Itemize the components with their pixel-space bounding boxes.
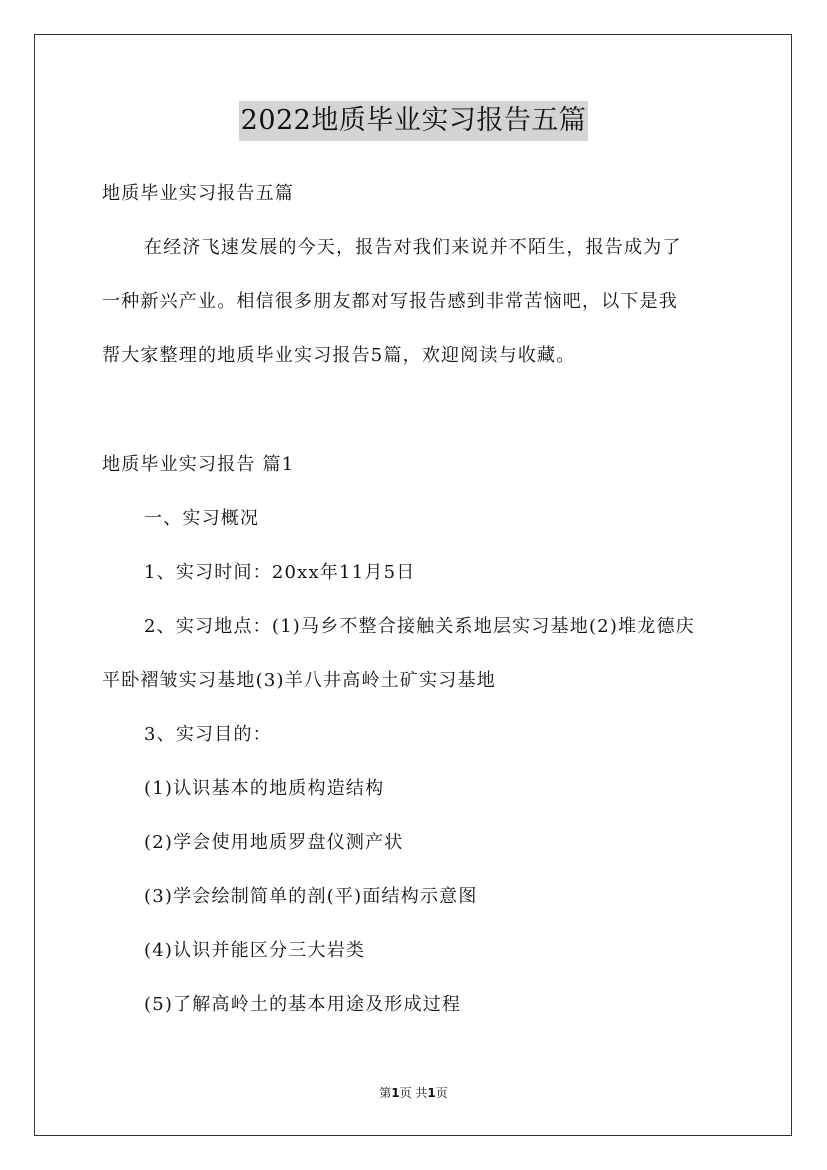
overview-heading: 一、实习概况: [144, 508, 260, 529]
section-heading: 地质毕业实习报告 篇1: [102, 454, 295, 475]
internship-location-line-1: 2、实习地点：(1)马乡不整合接触关系地层实习基地(2)堆龙德庆: [144, 616, 695, 637]
purpose-item-2: (2)学会使用地质罗盘仪测产状: [144, 832, 404, 853]
internship-location-line-2: 平卧褶皱实习基地(3)羊八井高岭土矿实习基地: [102, 670, 496, 691]
footer-current-page: 1: [391, 1086, 400, 1100]
footer-total-pages: 1: [427, 1086, 436, 1100]
intro-line-3: 帮大家整理的地质毕业实习报告5篇，欢迎阅读与收藏。: [102, 345, 576, 366]
internship-time: 1、实习时间：20xx年11月5日: [144, 562, 416, 583]
footer-mid: 页 共: [399, 1086, 428, 1100]
purpose-heading: 3、实习目的：: [144, 724, 272, 745]
footer-suffix: 页: [435, 1086, 448, 1100]
purpose-item-3: (3)学会绘制简单的剖(平)面结构示意图: [144, 886, 478, 907]
title-container: [0, 101, 827, 141]
intro-line-2: 一种新兴产业。相信很多朋友都对写报告感到非常苦恼吧，以下是我: [102, 291, 678, 312]
page-footer: [0, 1084, 827, 1101]
document-title: 2022地质毕业实习报告五篇: [239, 101, 589, 141]
intro-line-1: 在经济飞速发展的今天，报告对我们来说并不陌生，报告成为了: [144, 237, 682, 258]
purpose-item-5: (5)了解高岭土的基本用途及形成过程: [144, 994, 462, 1015]
purpose-item-4: (4)认识并能区分三大岩类: [144, 940, 366, 961]
document-subtitle: 地质毕业实习报告五篇: [102, 183, 294, 204]
purpose-item-1: (1)认识基本的地质构造结构: [144, 778, 385, 799]
footer-prefix: 第: [379, 1086, 392, 1100]
